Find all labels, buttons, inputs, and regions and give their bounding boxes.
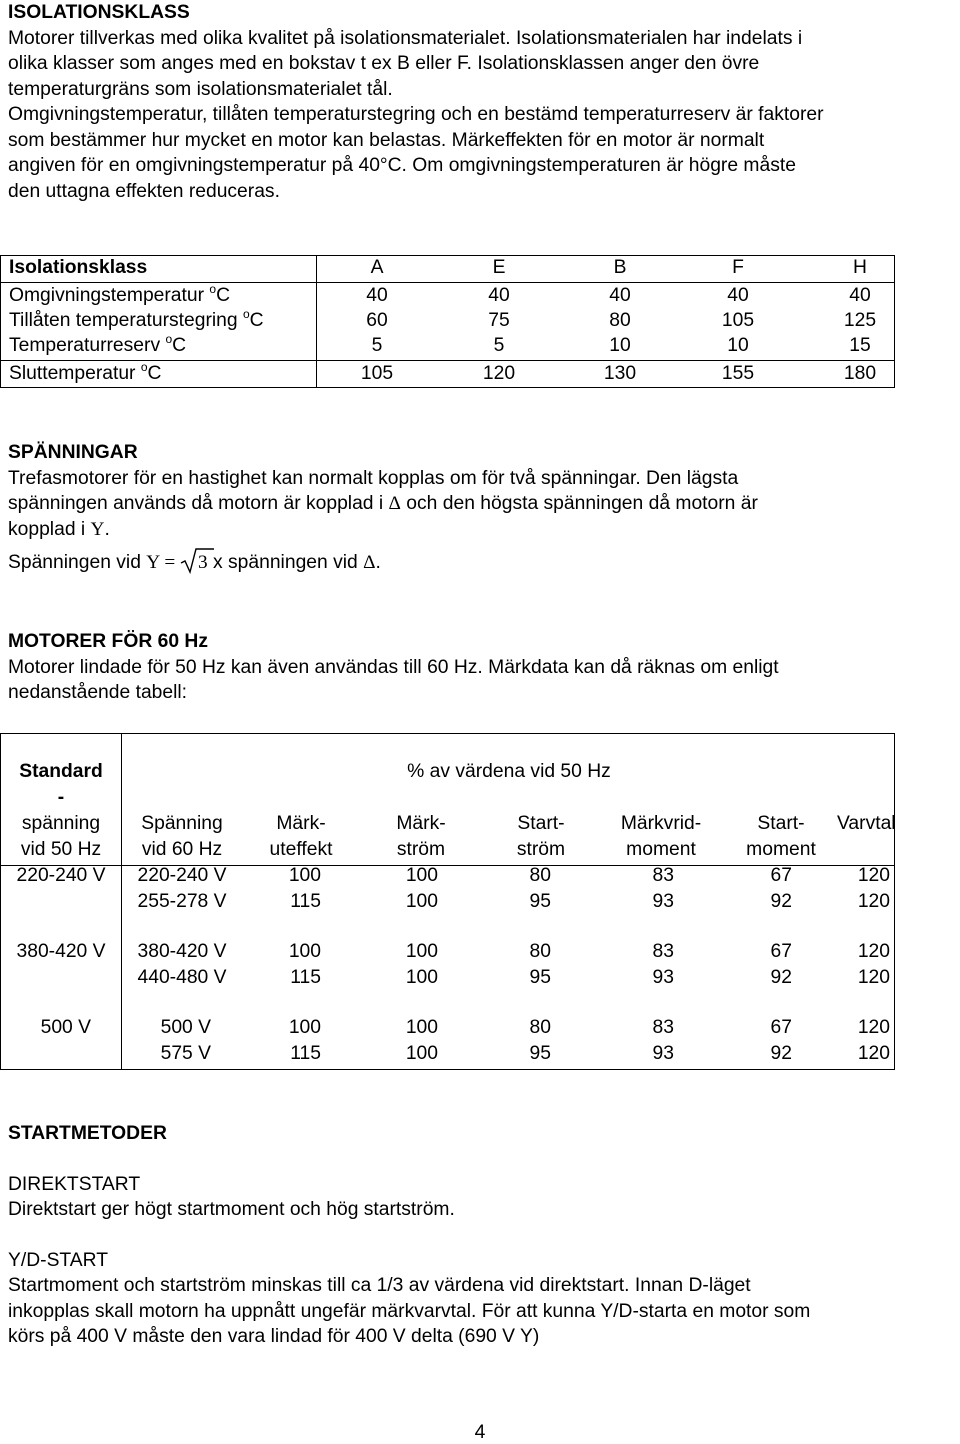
- table-cell: 40: [609, 285, 631, 306]
- table-cell: 40: [727, 285, 749, 306]
- wye-symbol: Y: [90, 518, 105, 540]
- std-voltage: 500 V: [40, 1017, 91, 1038]
- class-letter: A: [370, 257, 384, 278]
- voltages-line: Trefasmotorer för en hastighet kan normalt kopplas om för två spänningar. Den lägsta: [8, 467, 739, 489]
- column-header: vid 60 Hz: [141, 839, 223, 860]
- table-cell: 120: [857, 1043, 890, 1064]
- page-number: 4: [474, 1422, 486, 1443]
- column-header: Varvtal: [837, 813, 896, 834]
- table-cell: 40: [366, 285, 388, 306]
- table-cell: 120: [857, 865, 890, 886]
- table-cell: 120: [857, 1017, 890, 1038]
- motors60-table: [0, 733, 895, 1070]
- column-header: Spänning: [141, 813, 223, 834]
- table-cell: 80: [529, 1017, 551, 1038]
- column-header: Start-: [757, 813, 805, 834]
- class-letter: F: [732, 257, 744, 278]
- column-header: ström: [396, 839, 446, 860]
- std-header: vid 50 Hz: [20, 839, 102, 860]
- table-cell: 80: [529, 941, 551, 962]
- isolation-line: angiven för en omgivningstemperatur på 40°C. Om omgivningstemperaturen är högre måste: [8, 155, 796, 176]
- table-cell: 80: [529, 865, 551, 886]
- table-cell: 95: [529, 891, 551, 912]
- table-cell: 100: [405, 941, 438, 962]
- table-cell: 180: [843, 363, 877, 384]
- table-cell: 80: [609, 310, 631, 331]
- table-cell: 100: [288, 865, 321, 886]
- isolation-class-header: Isolationsklass: [9, 257, 148, 278]
- yd-title: Y/D-START: [8, 1249, 108, 1271]
- class-letter: B: [613, 257, 627, 278]
- table-cell: 115: [290, 891, 321, 912]
- sqrt-symbol: 3: [180, 550, 208, 576]
- table-cell: 60: [366, 310, 388, 331]
- delta-symbol: Δ: [388, 493, 401, 514]
- table-cell: 95: [529, 967, 551, 988]
- yd-line: körs på 400 V måste den vara lindad för 400 V delta (690 V Y): [8, 1326, 540, 1347]
- table-cell: 440-480 V: [137, 967, 227, 988]
- table-cell: 67: [770, 941, 792, 962]
- std-header: Standard: [19, 761, 103, 782]
- row-label: Tillåten temperaturstegring $^o$C: [9, 307, 264, 331]
- isolation-line: temperaturgräns som isolationsmaterialet tål.: [8, 78, 393, 100]
- table-cell: 100: [405, 1017, 438, 1038]
- voltage-formula: Spänningen vid Y = 3 x spänningen vid Δ.: [8, 550, 952, 576]
- table-cell: 93: [652, 967, 674, 988]
- direct-title: DIREKTSTART: [8, 1173, 141, 1195]
- table-cell: 15: [849, 335, 871, 356]
- voltages-line: kopplad i Y.: [8, 518, 110, 540]
- table-cell: 5: [371, 335, 383, 356]
- column-header: Start-: [517, 813, 565, 834]
- direct-text: Direktstart ger högt startmoment och hög startström.: [8, 1199, 455, 1220]
- std-voltage: 220-240 V: [16, 865, 106, 886]
- column-header: ström: [516, 839, 566, 860]
- table-cell: 67: [770, 1017, 792, 1038]
- std-header: -: [57, 787, 65, 808]
- column-header: moment: [746, 839, 816, 860]
- table-cell: 105: [721, 310, 755, 331]
- table-cell: 100: [405, 891, 438, 912]
- table-cell: 100: [405, 967, 438, 988]
- table-cell: 92: [770, 891, 792, 912]
- table-cell: 40: [488, 285, 510, 306]
- voltages-heading: SPÄNNINGAR: [8, 442, 138, 463]
- table-cell: 92: [770, 967, 792, 988]
- table-cell: 83: [652, 1017, 674, 1038]
- column-header: Märk-: [276, 813, 326, 834]
- table-cell: 120: [857, 967, 890, 988]
- table-divider: [121, 734, 122, 1069]
- table-cell: 120: [857, 891, 890, 912]
- table-cell: 83: [652, 865, 674, 886]
- table-cell: 130: [603, 363, 637, 384]
- table-cell: 67: [770, 865, 792, 886]
- column-header: Märkvrid-: [620, 813, 702, 834]
- table-cell: 93: [652, 1043, 674, 1064]
- isolation-heading: ISOLATIONSKLASS: [8, 2, 190, 23]
- std-voltage: 380-420 V: [16, 941, 106, 962]
- motors60-heading: MOTORER FÖR 60 Hz: [8, 631, 208, 652]
- table-divider: [1, 282, 894, 283]
- row-label: Temperaturreserv $^o$C: [9, 332, 187, 356]
- table-cell: 105: [360, 363, 394, 384]
- start-heading: STARTMETODER: [8, 1123, 167, 1144]
- table-cell: 575 V: [160, 1043, 211, 1064]
- yd-line: inkopplas skall motorn ha uppnått ungefär märkvarvtal. För att kunna Y/D-starta en motor som: [8, 1300, 811, 1322]
- table-cell: 10: [609, 335, 631, 356]
- row-label: Sluttemperatur $^o$C: [9, 360, 162, 384]
- table-cell: 115: [290, 1043, 321, 1064]
- start-section: [8, 1121, 952, 1350]
- isolation-section: [8, 0, 952, 204]
- table-cell: 220-240 V: [137, 865, 227, 886]
- std-header: spänning: [21, 813, 101, 834]
- table-divider: [1, 360, 894, 361]
- isolation-line: olika klasser som anges med en bokstav t ex B eller F. Isolationsklassen anger den övre: [8, 53, 760, 74]
- voltages-line: spänningen används då motorn är kopplad i Δ och den högsta spänningen då motorn är: [8, 493, 758, 514]
- isolation-line: Omgivningstemperatur, tillåten temperaturstegring och en bestämd temperaturreserv är faktorer: [8, 104, 824, 125]
- table-cell: 380-420 V: [137, 941, 227, 962]
- table-cell: 5: [493, 335, 505, 356]
- table-cell: 10: [727, 335, 749, 356]
- motors60-line: Motorer lindade för 50 Hz kan även användas till 60 Hz. Märkdata kan då räknas om enligt: [8, 656, 779, 678]
- isolation-line: Motorer tillverkas med olika kvalitet på isolationsmaterialet. Isolationsmaterialen har indelats i: [8, 27, 803, 49]
- class-letter: E: [492, 257, 506, 278]
- row-label: Omgivningstemperatur $^o$C: [9, 282, 231, 306]
- motors60-section: [8, 629, 952, 706]
- table-cell: 115: [290, 967, 321, 988]
- column-header: uteffekt: [269, 839, 333, 860]
- table-cell: 120: [857, 941, 890, 962]
- class-letter: H: [853, 257, 867, 278]
- isolation-line: som bestämmer hur mycket en motor kan belastas. Märkeffekten för en motor är normalt: [8, 129, 765, 151]
- table-divider: [316, 256, 317, 387]
- table-cell: 155: [721, 363, 755, 384]
- isolation-line: den uttagna effekten reduceras.: [8, 180, 280, 202]
- motors60-line: nedanstående tabell:: [8, 682, 188, 703]
- percent-header: % av värdena vid 50 Hz: [407, 761, 611, 782]
- table-cell: 75: [488, 310, 510, 331]
- table-cell: 100: [288, 1017, 321, 1038]
- table-cell: 100: [288, 941, 321, 962]
- table-cell: 255-278 V: [137, 891, 227, 912]
- isolation-table: [0, 255, 895, 388]
- table-cell: 125: [843, 310, 877, 331]
- table-cell: 95: [529, 1043, 551, 1064]
- table-cell: 40: [849, 285, 871, 306]
- table-cell: 100: [405, 865, 438, 886]
- table-cell: 100: [405, 1043, 438, 1064]
- voltages-section: [8, 440, 952, 576]
- column-header: moment: [626, 839, 696, 860]
- table-cell: 92: [770, 1043, 792, 1064]
- table-cell: 93: [652, 891, 674, 912]
- yd-line: Startmoment och startström minskas till ca 1/3 av värdena vid direktstart. Innan D-läget: [8, 1275, 751, 1296]
- table-cell: 500 V: [160, 1017, 211, 1038]
- column-header: Märk-: [396, 813, 446, 834]
- table-cell: 120: [482, 363, 516, 384]
- table-cell: 83: [652, 941, 674, 962]
